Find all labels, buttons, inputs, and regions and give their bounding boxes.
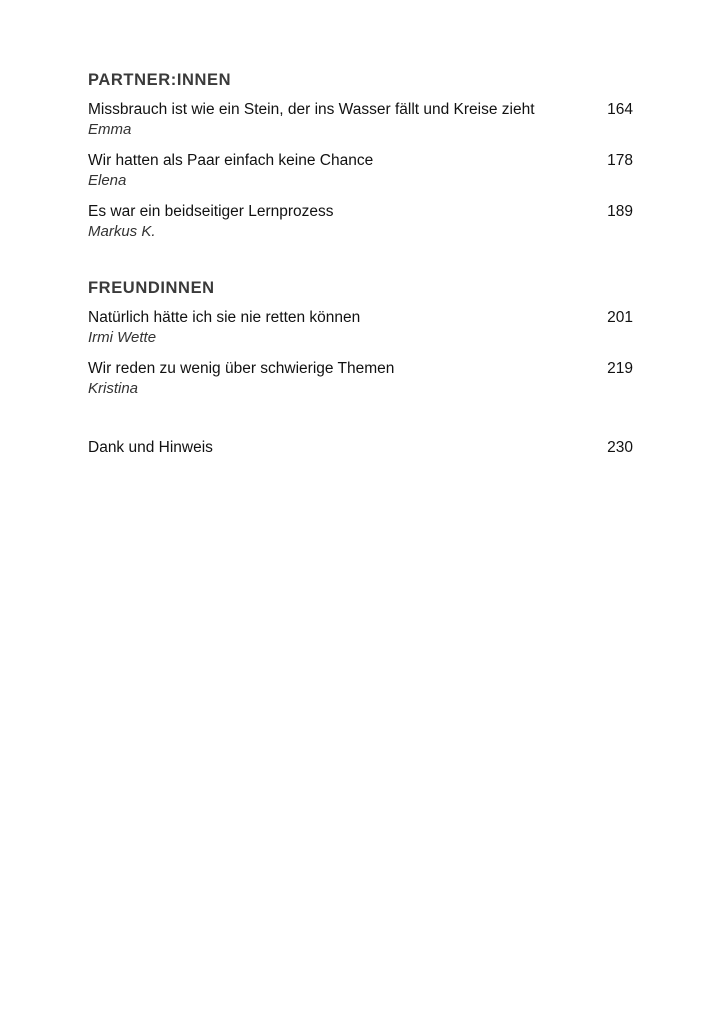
toc-entry-page-number: 178 xyxy=(607,152,633,169)
toc-entry-author: Elena xyxy=(88,172,127,189)
toc-entry-author: Kristina xyxy=(88,380,139,397)
toc-entry[interactable] xyxy=(88,307,633,348)
section-heading: PARTNER:INNEN xyxy=(88,71,232,89)
toc-entry-title: Natürlich hätte ich sie nie retten können xyxy=(88,309,361,326)
toc-entry[interactable] xyxy=(88,358,633,399)
toc-entry[interactable] xyxy=(88,201,633,242)
toc-entry-line xyxy=(88,150,633,171)
toc-entry-line xyxy=(88,201,633,222)
toc-entry-author: Markus K. xyxy=(88,223,156,240)
toc-entry-line xyxy=(88,358,633,379)
toc-entry-title: Dank und Hinweis xyxy=(88,439,213,456)
toc-entry-page-number: 201 xyxy=(607,309,633,326)
toc-entry-page-number: 230 xyxy=(607,439,633,456)
toc-section-freundinnen xyxy=(88,276,633,399)
toc-entry-page-number: 219 xyxy=(607,360,633,377)
toc-entry-page-number: 189 xyxy=(607,203,633,220)
toc-entry[interactable] xyxy=(88,150,633,191)
toc-entry-title: Wir hatten als Paar einfach keine Chance xyxy=(88,152,374,169)
toc-entry-page-number: 164 xyxy=(607,101,633,118)
toc-entry[interactable] xyxy=(88,99,633,140)
toc-entry-author: Emma xyxy=(88,121,132,138)
toc-entry-line xyxy=(88,307,633,328)
toc-entry-author: Irmi Wette xyxy=(88,329,157,346)
table-of-contents xyxy=(88,68,633,468)
toc-entry-title: Wir reden zu wenig über schwierige Themen xyxy=(88,360,395,377)
toc-section-partner xyxy=(88,68,633,242)
toc-entry-closing[interactable] xyxy=(88,437,633,458)
toc-entry-title: Missbrauch ist wie ein Stein, der ins Wasser fällt und Kreise zieht xyxy=(88,101,535,118)
toc-entry-line xyxy=(88,99,633,120)
section-heading: FREUNDINNEN xyxy=(88,279,215,297)
toc-entry-line xyxy=(88,437,633,458)
toc-entry-title: Es war ein beidseitiger Lernprozess xyxy=(88,203,334,220)
